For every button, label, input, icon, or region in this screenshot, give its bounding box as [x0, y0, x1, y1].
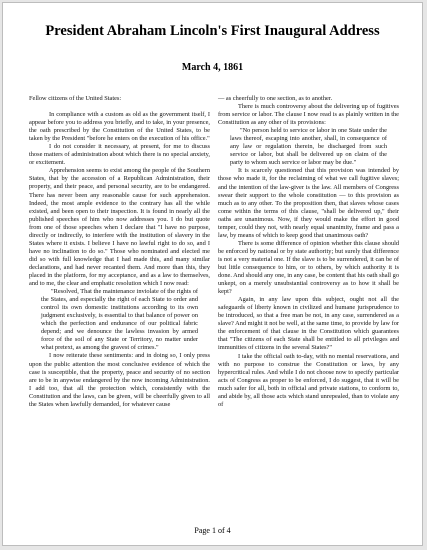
- paragraph: There is some difference of opinion whether this clause should be enforced by national or by state authority; but surely that difference is not a very material one. If the slave is to be surrendered, it can be of but little consequence to him, or to others, by which authority it is done. And should any one, in any case, be content that his oath shall go unkept, on a merely unsubstantial controversy as to how it shall be kept?: [218, 239, 399, 296]
- left-text-column: [29, 95, 210, 409]
- paragraph-continuation: — as cheerfully to one section, as to another.: [218, 95, 333, 102]
- document-title: President Abraham Lincoln's First Inaugural Address: [45, 23, 380, 39]
- document-page: [2, 2, 423, 546]
- paragraph: I do not consider it necessary, at present, for me to discuss those matters of administration about which there is no special anxiety, or excitement.: [29, 143, 210, 167]
- right-text-column: [218, 95, 399, 409]
- paragraph: Again, in any law upon this subject, ought not all the safeguards of liberty known in civilized and humane jurisprudence to be introduced, so that a free man be not, in any case, surrendered as a slave? And might it not be well, at the same time, to provide by law for the enforcement of that clause in the Constitution which guarantees that "The citizens of each State shall be entitled to all privileges and immunities of citizens in the several States?": [218, 296, 399, 352]
- paragraph: I take the official oath to-day, with no mental reservations, and with no purpose to construe the Constitution or laws, by any hypercritical rules. And while I do not choose now to specify particular acts of Congress as proper to be enforced, I do suggest, that it will be much safer for all, both in official and private stations, to conform to, and abide by, all those acts which stand unrepealed, than to violate any of: [218, 352, 399, 408]
- page-number: Page 1 of 4: [194, 526, 231, 535]
- salutation: Fellow citizens of the United States:: [29, 95, 122, 102]
- paragraph: In compliance with a custom as old as the government itself, I appear before you to address you briefly, and to take, in your presence, the oath prescribed by the Constitution of the United States, to be taken by the President "before he enters on the execution of his office.": [29, 111, 210, 143]
- document-date: March 4, 1861: [181, 62, 244, 73]
- paragraph: It is scarcely questioned that this provision was intended by those who made it, for the reclaiming of what we call fugitive slaves; and the intention of the law-giver is the law. All members of Congress swear their support to the whole constitution — to this provision as much as to any other. To the proposition then, that slaves whose cases come within the terms of this clause, "shall be delivered up," their oaths are unanimous. Now, if they would make the effort in good temper, could they not, with nearly equal unanimity, frame and pass a law, by means of which to keep good that unanimous oath?: [218, 167, 399, 239]
- quoted-clause: "No person held to service or labor in one State under the laws thereof, escaping into another, shall, in consequence of any law or regulation therein, be discharged from such service or labor, but shall be delivered up on claim of the party to whom such service or labor may be due.": [230, 127, 387, 167]
- quoted-resolution: "Resolved, That the maintenance inviolate of the rights of the States, and especially the right of each State to order and control its own domestic institutions according to its own judgment exclusively, is essential to that balance of power on which the perfection and endurance of our political fabric depend; and we denounce the lawless invasion by armed force of the soil of any State or Territory, no matter under what pretext, as among the gravest of crimes.": [41, 288, 198, 352]
- paragraph: There is much controversy about the delivering up of fugitives from service or labor. The clause I now read is as plainly written in the Constitution as any other of its provisions:: [218, 103, 399, 127]
- paragraph: Apprehension seems to exist among the people of the Southern States, that by the accession of a Republican Administration, their property, and their peace, and personal security, are to be endangered. There has never been any reasonable cause for such apprehension. Indeed, the most ample evidence to the contrary has all the while existed, and been open to their inspection. It is found in nearly all the published speeches of him who now addresses you. I do but quote from one of those speeches when I declare that "I have no purpose, directly or indirectly, to interfere with the institution of slavery in the States where it exists. I believe I have no lawful right to do so, and I have no inclination to do so." Those who nominated and elected me did so with full knowledge that I had made this, and many similar declarations, and had never recanted them. And more than this, they placed in the platform, for my acceptance, and as a law to themselves, and to me, the clear and emphatic resolution which I now read:: [29, 167, 210, 288]
- paragraph: I now reiterate these sentiments: and in doing so, I only press upon the public attention the most conclusive evidence of which the case is susceptible, that the property, peace and security of no section are to be in anywise endangered by the now incoming Administration. I add too, that all the protection which, consistently with the Constitution and the laws, can be given, will be cheerfully given to all the States when lawfully demanded, for whatever cause: [29, 352, 210, 408]
